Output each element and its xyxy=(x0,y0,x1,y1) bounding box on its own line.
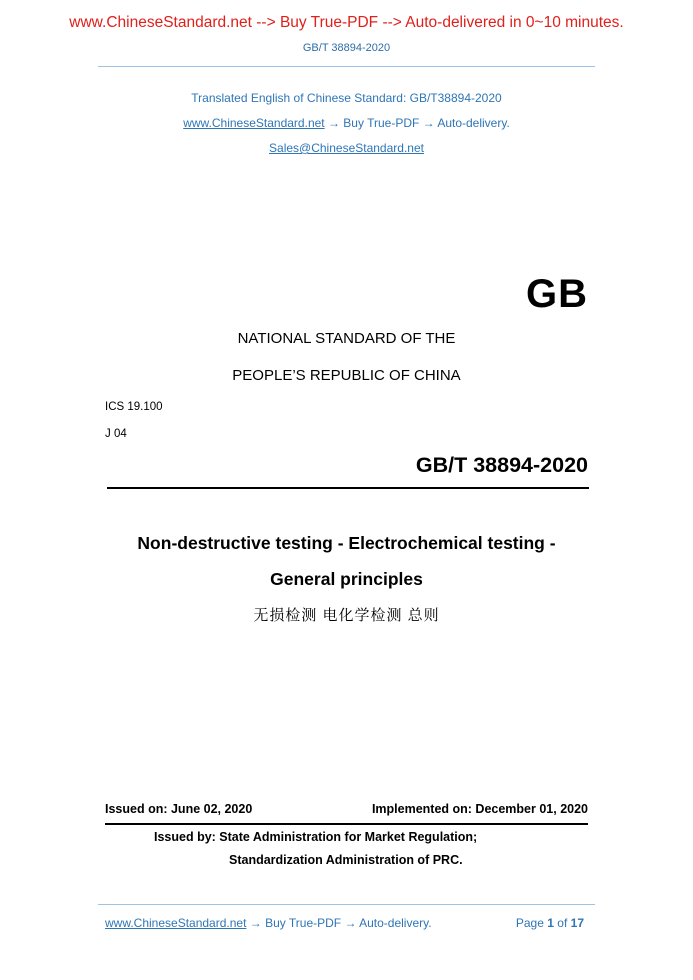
standard-number-divider xyxy=(107,487,589,489)
site-link[interactable]: www.ChineseStandard.net xyxy=(183,116,325,130)
document-title-line-2: General principles xyxy=(270,569,423,589)
header-divider xyxy=(98,66,595,67)
header-standard-code: GB/T 38894-2020 xyxy=(302,42,391,54)
page-current: 1 xyxy=(547,916,554,930)
document-title-line-1: Non-destructive testing - Electrochemical testing - xyxy=(137,533,556,553)
issued-by-line-1: Issued by: State Administration for Market Regulation; xyxy=(154,830,478,844)
issued-on-date: Issued on: June 02, 2020 xyxy=(105,802,253,816)
translated-notice: Translated English of Chinese Standard: GB/T38894-2020 xyxy=(191,91,502,105)
page-of: of xyxy=(557,916,568,930)
issue-divider xyxy=(105,823,588,825)
top-promo-banner: www.ChineseStandard.net --> Buy True-PDF --> Auto-delivered in 0~10 minutes. xyxy=(69,14,624,31)
national-standard-line-1: NATIONAL STANDARD OF THE xyxy=(237,330,456,347)
promo-buy-line xyxy=(0,116,693,130)
buy-text: → Buy True-PDF → Auto-delivery. xyxy=(324,116,510,130)
page-label: Page xyxy=(515,916,544,930)
gb-logo-mark: GB xyxy=(526,272,588,316)
document-title-chinese: 无损检测 电化学检测 总则 xyxy=(253,607,440,624)
footer-buy-text: → Buy True-PDF → Auto-delivery. xyxy=(246,916,432,930)
footer-promo xyxy=(105,916,432,930)
page-indicator xyxy=(516,916,584,930)
standard-number: GB/T 38894-2020 xyxy=(415,453,588,477)
ccs-code: J 04 xyxy=(105,428,127,440)
footer-site-link[interactable]: www.ChineseStandard.net xyxy=(105,916,247,930)
ics-code: ICS 19.100 xyxy=(105,401,163,413)
implemented-on-date: Implemented on: December 01, 2020 xyxy=(371,802,588,816)
national-standard-line-2: PEOPLE’S REPUBLIC OF CHINA xyxy=(232,367,461,384)
sales-line xyxy=(0,141,693,155)
footer-divider xyxy=(98,904,595,905)
page-total: 17 xyxy=(570,916,584,930)
issued-by-line-2: Standardization Administration of PRC. xyxy=(229,853,463,867)
sales-email-link[interactable]: Sales@ChineseStandard.net xyxy=(269,141,424,155)
